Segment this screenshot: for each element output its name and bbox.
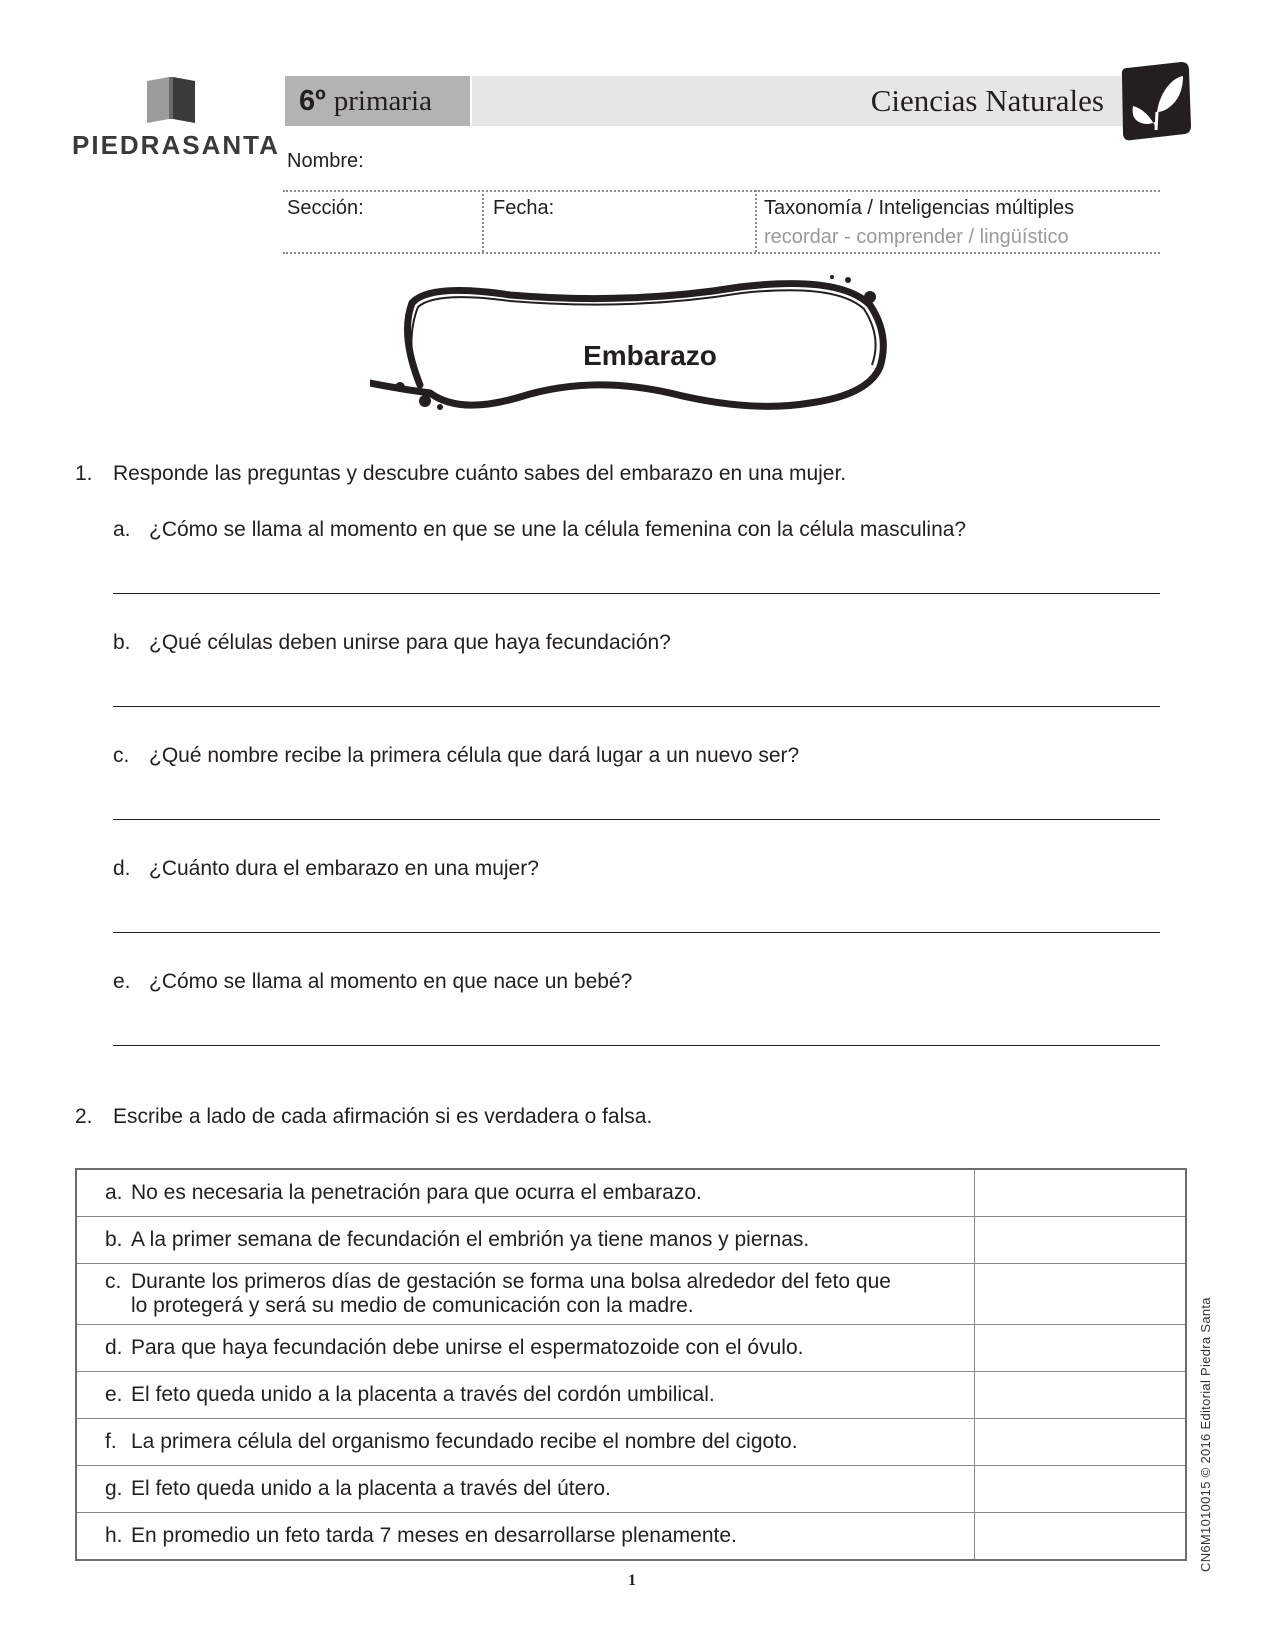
statement-text: En promedio un feto tarda 7 meses en desarrollarse plenamente.: [131, 1524, 737, 1547]
statement-cell: [76, 1466, 975, 1513]
sub-question-text: ¿Cuánto dura el embarazo en una mujer?: [149, 857, 539, 880]
true-false-table: [75, 1168, 1187, 1561]
answer-cell[interactable]: [975, 1372, 1186, 1419]
divider: [283, 190, 1160, 192]
question-text: Responde las preguntas y descubre cuánto sabes del embarazo en una mujer.: [113, 462, 847, 485]
statement-text: El feto queda unido a la placenta a través del cordón umbilical.: [131, 1383, 715, 1406]
table-row: [76, 1264, 1186, 1325]
statement-cell: [76, 1217, 975, 1264]
statement-cell: [76, 1264, 975, 1325]
statement-cell: [76, 1419, 975, 1466]
divider: [283, 252, 1160, 254]
table-row: [76, 1513, 1186, 1561]
publisher-logo: PIEDRASANTA: [72, 130, 280, 160]
statement-letter: e.: [105, 1383, 123, 1406]
answer-cell[interactable]: [975, 1419, 1186, 1466]
sub-question-letter: b.: [113, 631, 131, 654]
answer-cell[interactable]: [975, 1513, 1186, 1561]
grade-number: 6º: [299, 84, 326, 117]
statement-cell: [76, 1325, 975, 1372]
statement-letter: a.: [105, 1181, 123, 1204]
answer-line[interactable]: [113, 932, 1160, 933]
taxonomy-label: Taxonomía / Inteligencias múltiples: [764, 197, 1075, 219]
answer-cell[interactable]: [975, 1466, 1186, 1513]
divider: [482, 190, 484, 252]
table-row: [76, 1466, 1186, 1513]
divider: [755, 190, 757, 252]
statement-text: La primera célula del organismo fecundado recibe el nombre del cigoto.: [131, 1430, 798, 1453]
statement-text: El feto queda unido a la placenta a través del útero.: [131, 1477, 611, 1500]
page-title: Embarazo: [583, 340, 717, 371]
sub-question-text: ¿Cómo se llama al momento en que se une la célula femenina con la célula masculina?: [149, 518, 967, 541]
sub-question-letter: c.: [113, 744, 130, 767]
statement-text: Para que haya fecundación debe unirse el espermatozoide con el óvulo.: [131, 1336, 804, 1359]
answer-line[interactable]: [113, 593, 1160, 594]
table-row: [76, 1169, 1186, 1217]
statement-text: A la primer semana de fecundación el embrión ya tiene manos y piernas.: [131, 1228, 810, 1251]
statement-letter: b.: [105, 1228, 123, 1251]
answer-cell[interactable]: [975, 1264, 1186, 1325]
statement-text-line2: lo protegerá y será su medio de comunicación con la madre.: [131, 1294, 694, 1317]
book-icon: [145, 75, 197, 125]
subject-title: Ciencias Naturales: [472, 76, 1132, 126]
leaf-icon: [1117, 60, 1195, 144]
answer-line[interactable]: [113, 819, 1160, 820]
sub-question-text: ¿Qué células deben unirse para que haya fecundación?: [149, 631, 671, 654]
page-number: 1: [628, 1572, 636, 1589]
answer-cell[interactable]: [975, 1217, 1186, 1264]
question-number: 2.: [75, 1105, 93, 1128]
sub-question-letter: e.: [113, 970, 131, 993]
sub-question-letter: a.: [113, 518, 131, 541]
answer-line[interactable]: [113, 706, 1160, 707]
statement-letter: h.: [105, 1524, 123, 1547]
sub-question-text: ¿Qué nombre recibe la primera célula que dará lugar a un nuevo ser?: [149, 744, 800, 767]
date-field-label: Fecha:: [493, 197, 555, 219]
statement-cell: [76, 1513, 975, 1561]
answer-cell[interactable]: [975, 1169, 1186, 1217]
taxonomy-sublabel: recordar - comprender / lingüístico: [764, 226, 1069, 248]
name-field-label: Nombre:: [287, 150, 364, 172]
question-number: 1.: [75, 462, 93, 485]
grade-text: primaria: [333, 84, 432, 117]
table-row: [76, 1325, 1186, 1372]
statement-text: No es necesaria la penetración para que ocurra el embarazo.: [131, 1181, 702, 1204]
statement-cell: [76, 1169, 975, 1217]
statement-letter: d.: [105, 1336, 123, 1359]
statement-text: [131, 1270, 891, 1318]
statement-letter: c.: [105, 1270, 122, 1293]
copyright-code: CN6M1010015 © 2016 Editorial Piedra Santa: [1198, 1297, 1213, 1572]
statement-letter: g.: [105, 1477, 123, 1500]
table-row: [76, 1419, 1186, 1466]
grade-label: [285, 76, 470, 126]
statement-letter: f.: [105, 1430, 117, 1453]
section-field-label: Sección:: [287, 197, 364, 219]
statement-cell: [76, 1372, 975, 1419]
answer-line[interactable]: [113, 1045, 1160, 1046]
table-row: [76, 1217, 1186, 1264]
question-text: Escribe a lado de cada afirmación si es verdadera o falsa.: [113, 1105, 653, 1128]
statement-text-line1: Durante los primeros días de gestación se forma una bolsa alrededor del feto que: [131, 1270, 891, 1293]
answer-cell[interactable]: [975, 1325, 1186, 1372]
sub-question-text: ¿Cómo se llama al momento en que nace un bebé?: [149, 970, 633, 993]
table-row: [76, 1372, 1186, 1419]
sub-question-letter: d.: [113, 857, 131, 880]
